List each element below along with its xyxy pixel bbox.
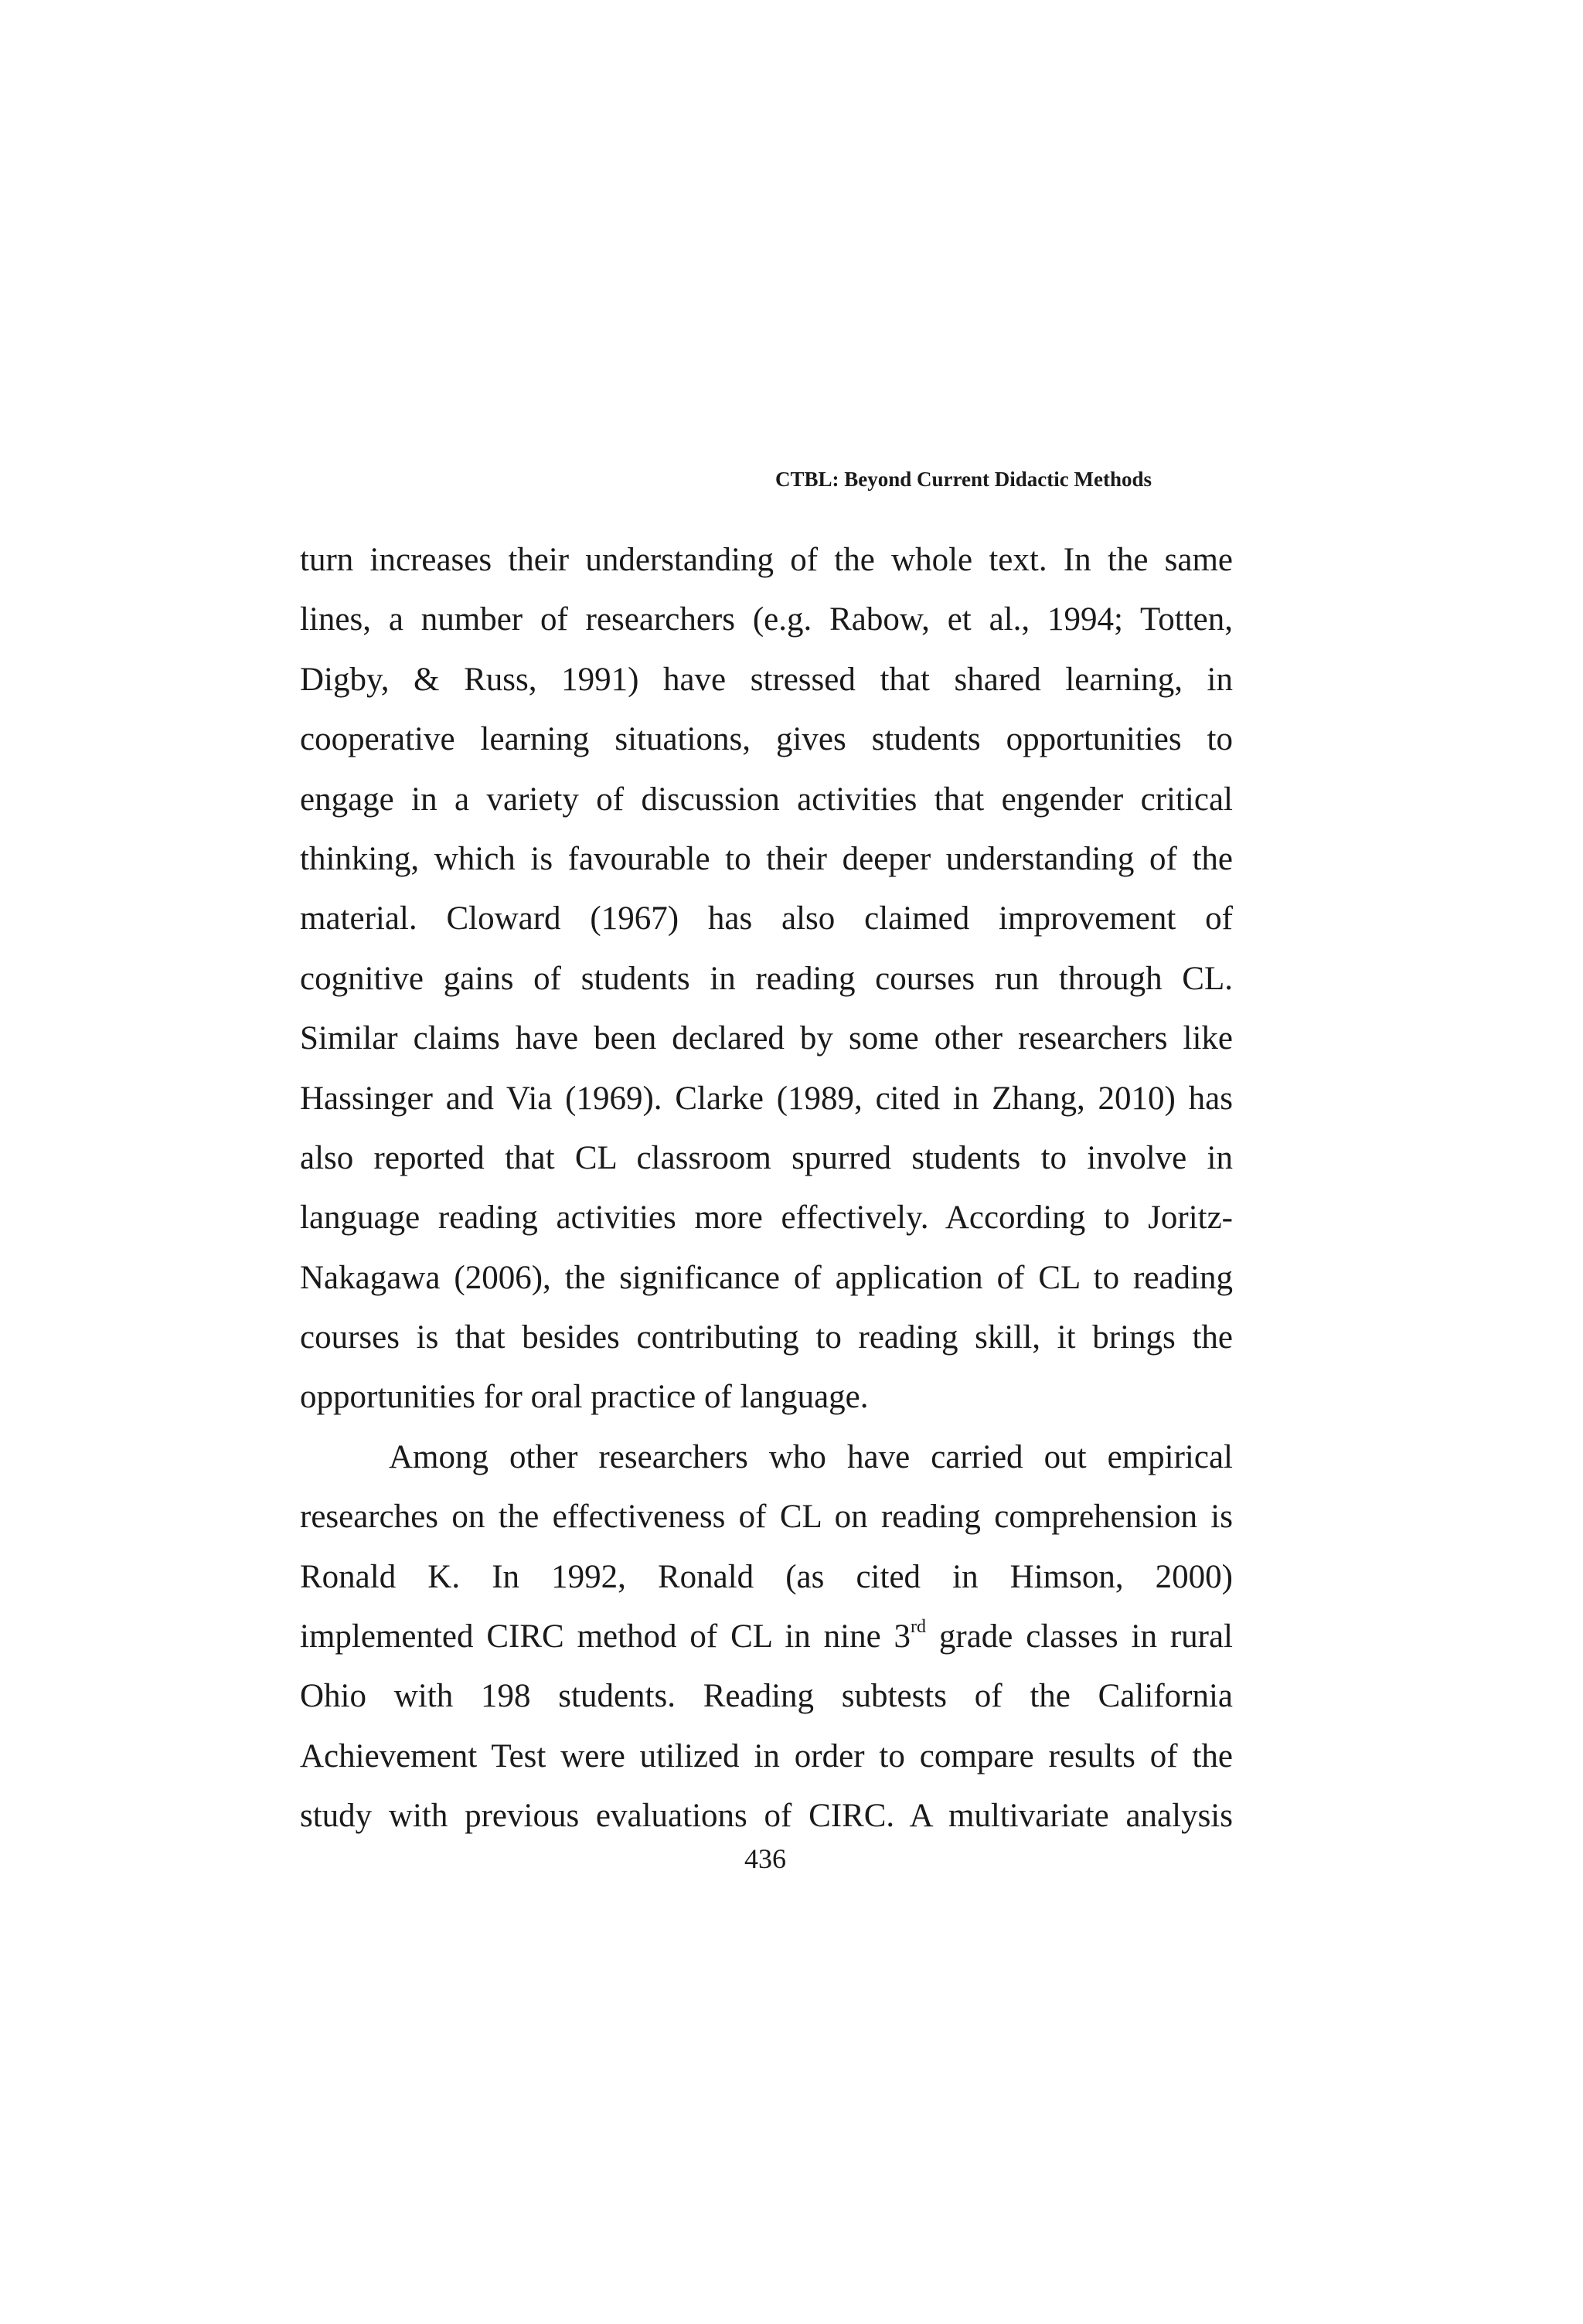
text-line: Ohio with 198 students. Reading subtests of the California [300, 1678, 1233, 1715]
text-line: cognitive gains of students in reading courses run through CL. [300, 960, 1233, 997]
text-line: cooperative learning situations, gives students opportunities to [300, 721, 1233, 758]
text-line: Hassinger and Via (1969). Clarke (1989, cited in Zhang, 2010) has [300, 1080, 1233, 1117]
text-line: researches on the effectiveness of CL on reading comprehension is [300, 1499, 1233, 1536]
text-line: material. Cloward (1967) has also claimed improvement of [300, 900, 1233, 937]
text-line: turn increases their understanding of the whole text. In the same [300, 542, 1233, 578]
text-line: lines, a number of researchers (e.g. Rabow, et al., 1994; Totten, [300, 601, 1233, 638]
text-line: language reading activities more effectively. According to Joritz- [300, 1199, 1233, 1237]
text-segment: grade classes in rural [926, 1618, 1233, 1655]
text-line-paragraph-end: opportunities for oral practice of language. [300, 1379, 869, 1416]
page-number: 436 [744, 1843, 786, 1874]
text-line-with-superscript [300, 1607, 1233, 1666]
text-line: Similar claims have been declared by some other researchers like [300, 1020, 1233, 1057]
text-segment: implemented CIRC method of CL in nine 3 [300, 1618, 911, 1655]
ordinal-superscript: rd [911, 1617, 927, 1638]
text-line: Achievement Test were utilized in order to compare results of the [300, 1737, 1233, 1774]
text-line: also reported that CL classroom spurred students to involve in [300, 1139, 1233, 1176]
text-line-paragraph-start: Among other researchers who have carried out empirical [389, 1438, 1233, 1475]
text-line: engage in a variety of discussion activities that engender critical [300, 781, 1233, 818]
text-line: thinking, which is favourable to their deeper understanding of the [300, 840, 1233, 877]
running-header: CTBL: Beyond Current Didactic Methods [775, 468, 1152, 491]
body-text [300, 530, 1233, 1846]
text-line: Ronald K. In 1992, Ronald (as cited in Himson, 2000) [300, 1558, 1233, 1595]
text-line: study with previous evaluations of CIRC. A multivariate analysis [300, 1798, 1233, 1835]
text-line: Digby, & Russ, 1991) have stressed that shared learning, in [300, 661, 1233, 698]
text-line: courses is that besides contributing to reading skill, it brings the [300, 1319, 1233, 1356]
text-line: Nakagawa (2006), the significance of application of CL to reading [300, 1259, 1233, 1296]
